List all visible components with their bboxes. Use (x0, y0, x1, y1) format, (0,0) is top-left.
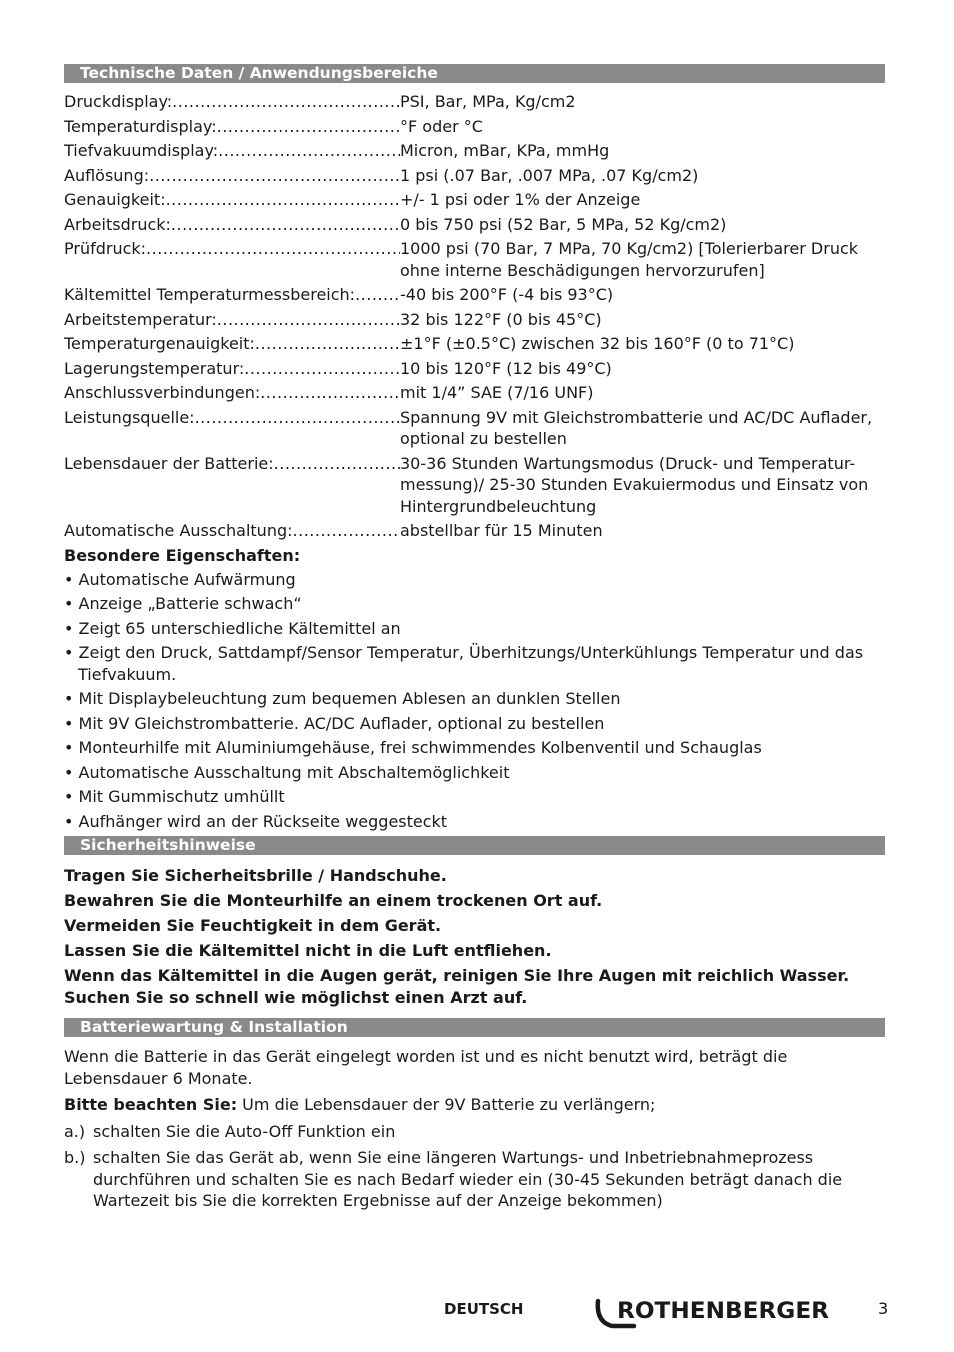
spec-row (64, 165, 885, 187)
spec-label: Arbeitsdruck: (64, 214, 171, 234)
spec-label: Temperaturdisplay: (64, 116, 217, 136)
list-item: • Zeigt 65 unterschiedliche Kältemittel an (64, 618, 885, 640)
spec-row (64, 309, 885, 331)
spec-value: -40 bis 200°F (-4 bis 93°C) (400, 285, 614, 304)
step-text: schalten Sie das Gerät ab, wenn Sie eine längeren Wartungs- und Inbetriebnahmeprozess durchführen und schalten Sie es nach Bedarf wieder ein (30-45 Sekunden beträgt danach die Wartezeit bis Sie die korrekten Ergebnisse auf der Anzeige bekommen) (93, 1148, 843, 1210)
spec-label: Auflösung: (64, 165, 150, 185)
spec-row (64, 520, 885, 542)
spec-row (64, 453, 885, 518)
step-marker: b.) (64, 1148, 86, 1167)
spec-row (64, 358, 885, 380)
spec-row (64, 238, 885, 281)
spec-value: mit 1/4” SAE (7/16 UNF) (400, 383, 594, 402)
safety-line: Wenn das Kältemittel in die Augen gerät, reinigen Sie Ihre Augen mit reichlich Wasser. Suchen Sie so schnell wie möglichst einen Arzt auf. (64, 966, 850, 1007)
section-title-specs: Technische Daten / Anwendungsbereiche (64, 64, 885, 83)
battery-note-text: Um die Lebensdauer der 9V Batterie zu verlängern; (237, 1095, 656, 1114)
rothenberger-logo (594, 1296, 834, 1330)
list-item: • Anzeige „Batterie schwach“ (64, 593, 885, 615)
safety-line: Lassen Sie die Kältemittel nicht in die Luft entfliehen. (64, 941, 552, 960)
spec-label: Arbeitstemperatur: (64, 309, 217, 329)
section-title-battery: Batteriewartung & Installation (64, 1018, 885, 1037)
features-list (64, 569, 885, 833)
spec-label: Druckdisplay: (64, 92, 173, 111)
footer-language: DEUTSCH (444, 1300, 524, 1318)
spec-value: +/- 1 psi oder 1% der Anzeige (400, 190, 641, 209)
spec-value: 1000 psi (70 Bar, 7 MPa, 70 Kg/cm2) [Tolerierbarer Druck ohne interne Beschädigungen hervorzurufen] (400, 239, 859, 280)
spec-value: 0 bis 750 psi (52 Bar, 5 MPa, 52 Kg/cm2) (400, 214, 727, 234)
spec-label: Anschlussverbindungen: (64, 383, 261, 402)
spec-value: 30-36 Stunden Wartungsmodus (Druck- und Temperatur-messung)/ 25-30 Stunden Evakuiermodus und Einsatz von Hintergrundbeleuchtung (400, 453, 869, 516)
battery-section (64, 1046, 885, 1212)
list-item (64, 1121, 885, 1143)
spec-label: Leistungsquelle: (64, 407, 195, 427)
spec-label: Lebensdauer der Batterie: (64, 453, 274, 473)
spec-value: 32 bis 122°F (0 bis 45°C) (400, 309, 602, 329)
spec-label: Tiefvakuumdisplay: (64, 141, 219, 160)
spec-value: Spannung 9V mit Gleichstrombatterie und AC/DC Auflader, optional zu bestellen (400, 407, 873, 448)
step-marker: a.) (64, 1121, 86, 1141)
spec-row (64, 407, 885, 450)
spec-row (64, 284, 885, 306)
spec-value: ±1°F (±0.5°C) zwischen 32 bis 160°F (0 to 71°C) (400, 334, 795, 353)
spec-value: abstellbar für 15 Minuten (400, 521, 603, 540)
spec-row (64, 116, 885, 138)
spec-label: Kältemittel Temperaturmessbereich: (64, 285, 356, 304)
spec-value: °F oder °C (400, 116, 483, 136)
safety-line: Bewahren Sie die Monteurhilfe an einem trockenen Ort auf. (64, 891, 603, 910)
spec-value: 1 psi (.07 Bar, .007 MPa, .07 Kg/cm2) (400, 165, 699, 185)
spec-row (64, 91, 885, 113)
spec-row (64, 333, 885, 355)
battery-note (64, 1094, 885, 1116)
list-item (64, 1147, 885, 1212)
page-footer (0, 1296, 954, 1332)
spec-label: Lagerungstemperatur: (64, 358, 245, 378)
spec-value: 10 bis 120°F (12 bis 49°C) (400, 358, 612, 378)
battery-intro: Wenn die Batterie in das Gerät eingelegt worden ist und es nicht benutzt wird, beträgt die Lebensdauer 6 Monate. (64, 1047, 788, 1088)
spec-table (64, 91, 885, 542)
list-item: • Aufhänger wird an der Rückseite weggesteckt (64, 811, 885, 833)
spec-label: Prüfdruck: (64, 239, 147, 258)
list-item: • Automatische Aufwärmung (64, 569, 885, 591)
spec-row (64, 189, 885, 211)
safety-notes (64, 865, 885, 1008)
list-item: • Mit 9V Gleichstrombatterie. AC/DC Auflader, optional zu bestellen (64, 713, 885, 735)
list-item: • Monteurhilfe mit Aluminiumgehäuse, frei schwimmendes Kolbenventil und Schauglas (64, 737, 885, 759)
battery-note-label: Bitte beachten Sie: (64, 1095, 238, 1114)
spec-row (64, 382, 885, 404)
spec-label: Automatische Ausschaltung: (64, 521, 293, 540)
spec-value: Micron, mBar, KPa, mmHg (400, 141, 610, 160)
spec-label: Genauigkeit: (64, 190, 166, 209)
list-item: • Mit Displaybeleuchtung zum bequemen Ablesen an dunklen Stellen (64, 688, 885, 710)
logo-wordmark: ROTHENBERGER (617, 1299, 830, 1324)
features-title: Besondere Eigenschaften: (64, 545, 301, 565)
spec-value: PSI, Bar, MPa, Kg/cm2 (400, 92, 576, 111)
list-item: • Zeigt den Druck, Sattdampf/Sensor Temperatur, Überhitzungs/Unterkühlungs Temperatur und das Tiefvakuum. (64, 642, 885, 685)
page-number: 3 (878, 1299, 889, 1318)
list-item: • Automatische Ausschaltung mit Abschaltemöglichkeit (64, 762, 885, 784)
safety-line: Tragen Sie Sicherheitsbrille / Handschuhe. (64, 866, 447, 885)
battery-steps (64, 1121, 885, 1212)
safety-line: Vermeiden Sie Feuchtigkeit in dem Gerät. (64, 916, 442, 935)
section-title-safety: Sicherheitshinweise (64, 836, 885, 855)
list-item: • Mit Gummischutz umhüllt (64, 786, 885, 808)
step-text: schalten Sie die Auto-Off Funktion ein (93, 1121, 396, 1141)
spec-label: Temperaturgenauigkeit: (64, 334, 255, 353)
spec-row (64, 140, 885, 162)
document-page (64, 64, 885, 1217)
spec-row (64, 214, 885, 236)
